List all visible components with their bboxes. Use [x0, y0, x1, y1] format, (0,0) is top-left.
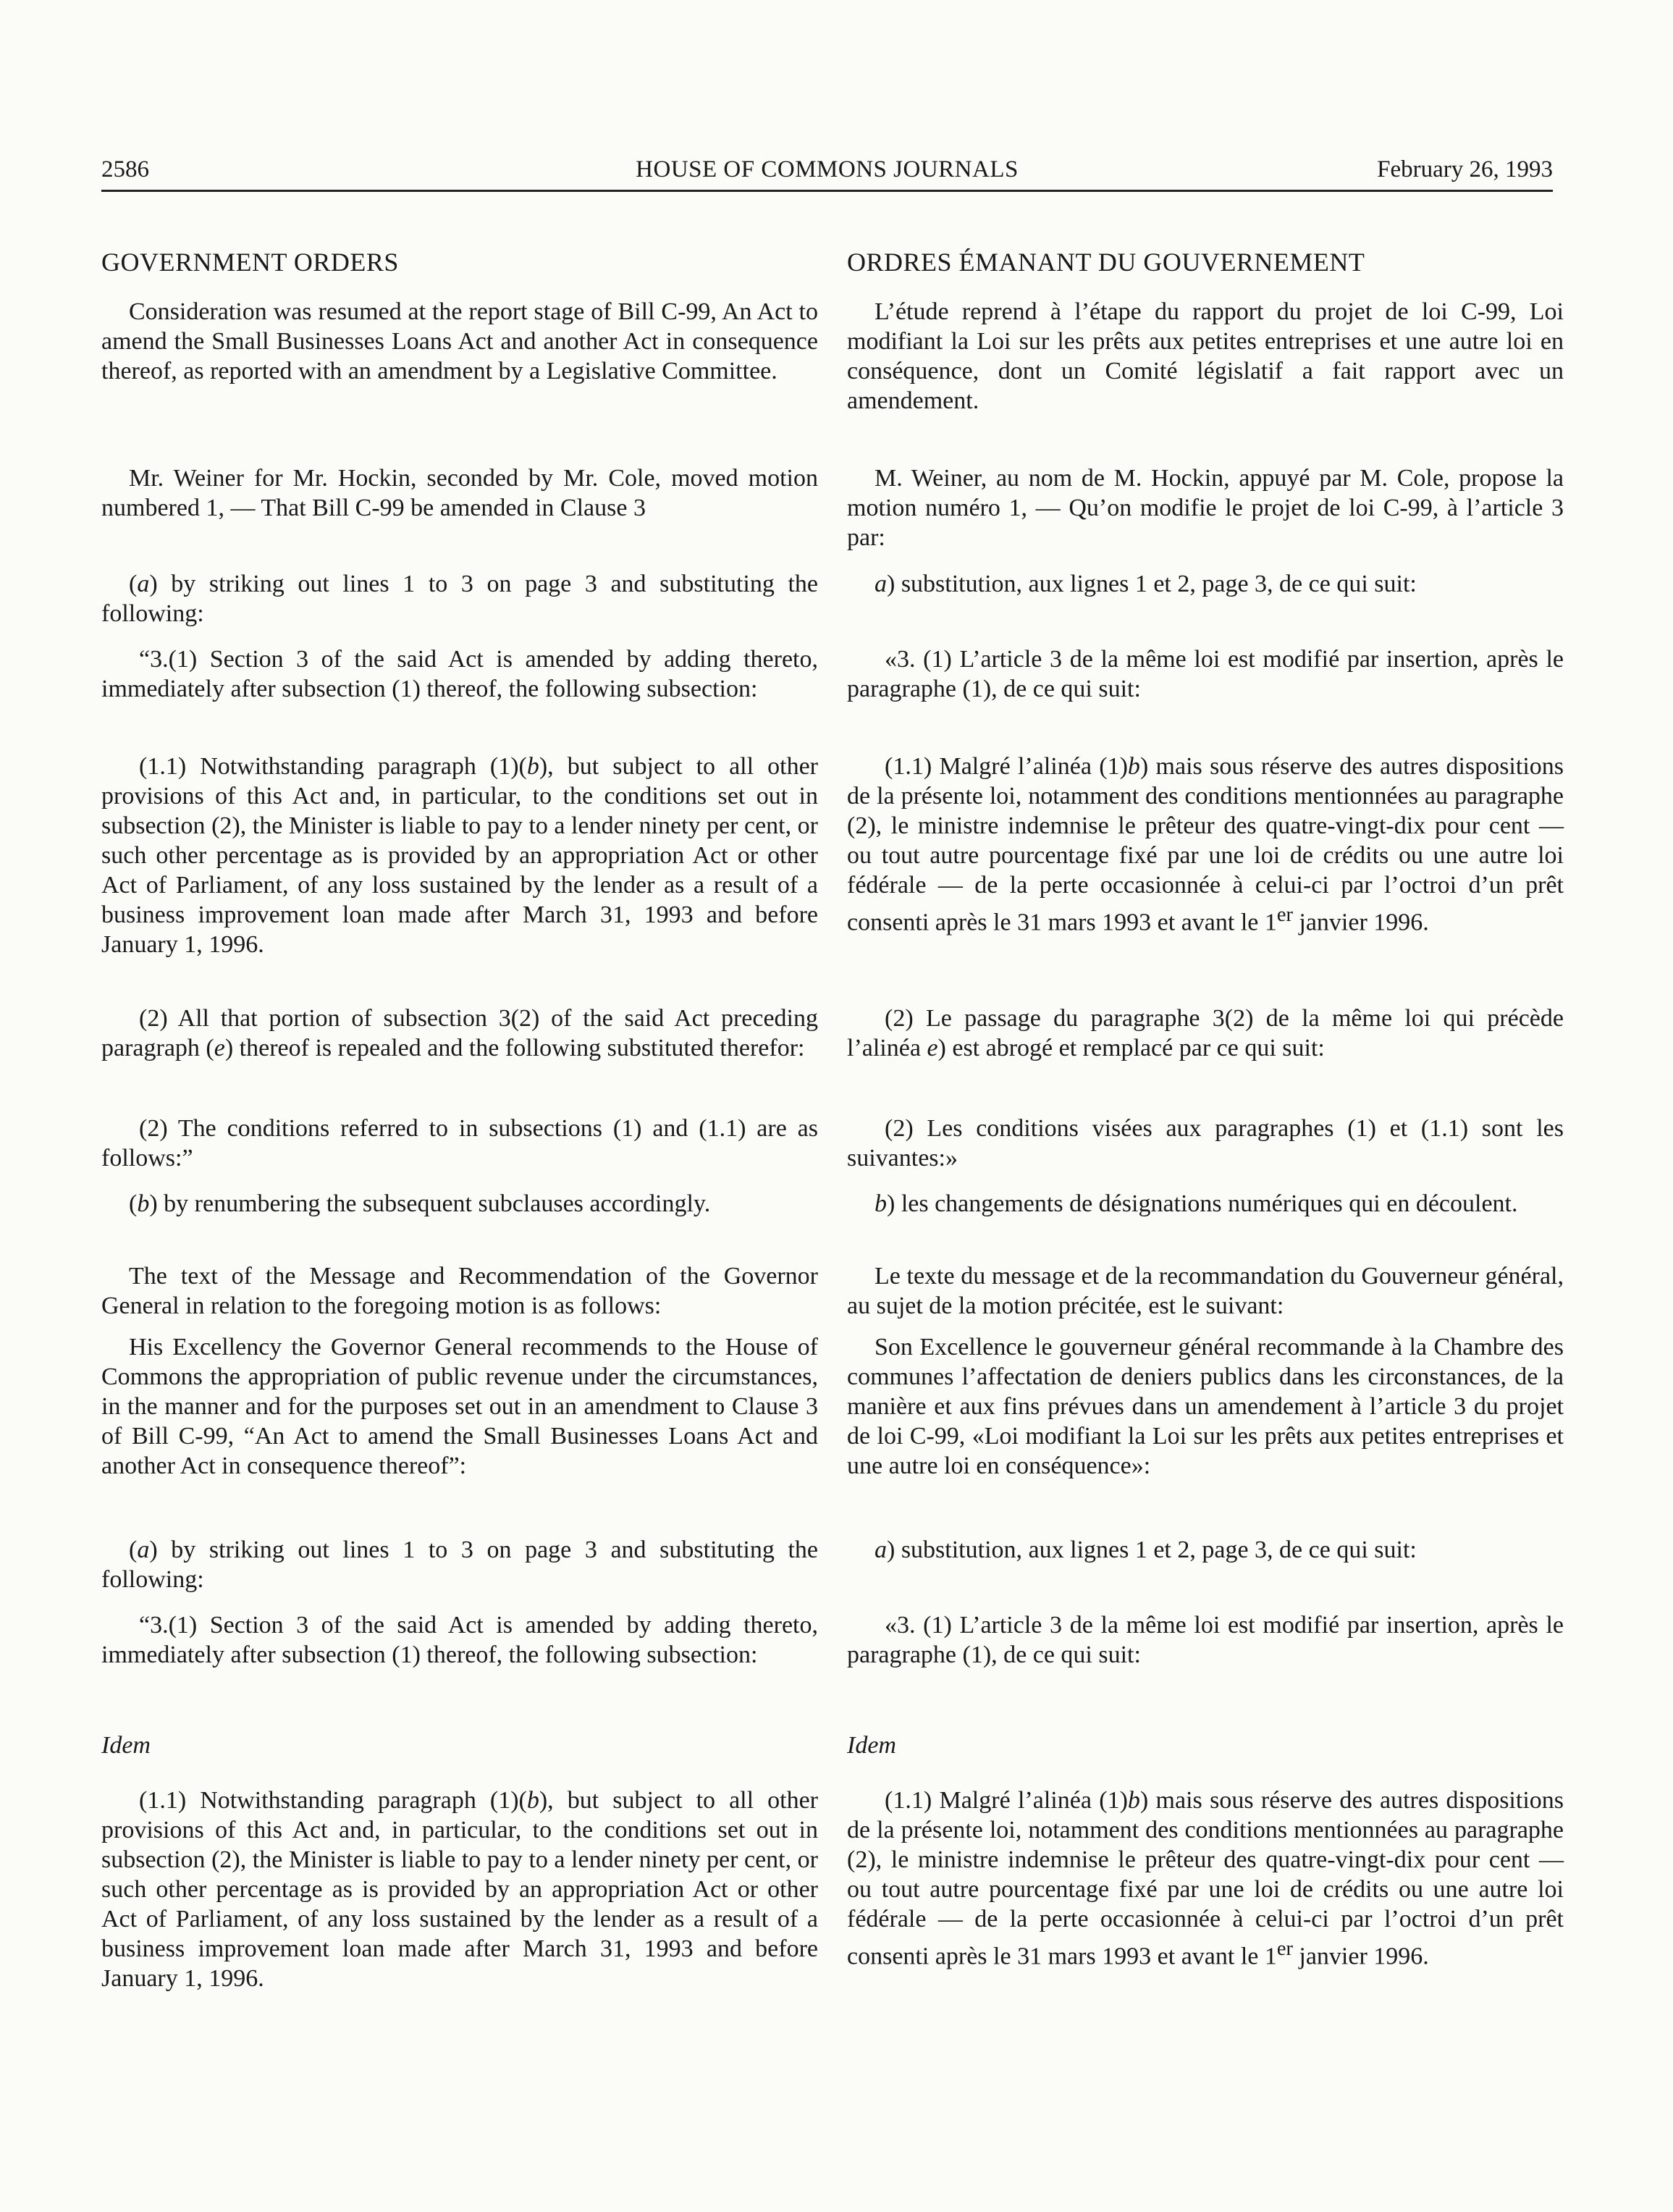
s11b-letter: b [526, 1787, 539, 1814]
s11-end-fr: janvier 1996. [1292, 909, 1429, 936]
motion-paragraph: Mr. Weiner for Mr. Hockin, seconded by Mr. Cole, moved motion numbered 1, — That Bill C-99 be amended in Clause 3 [101, 465, 818, 521]
item-a-open: ( [129, 571, 138, 597]
s11-post: ), but subject to all other provisions of this Act and, in particular, to the conditions set out in subsection (2), the Minister is liable to pay to a lender ninety per cent, or such other percentage as is provided by an appropriation Act or other Act of Parliament, of any loss sustained by the lender as a result of a business improvement loan made after March 31, 1993 and before January 1, 1996. [101, 753, 818, 958]
item-b-text: ) by renumbering the subsequent subclauses accordingly. [149, 1190, 711, 1217]
s11b-letter-fr: b [1127, 1787, 1140, 1814]
s11-pre-fr: (1.1) Malgré l’alinéa (1) [885, 753, 1128, 780]
s11b-post: ), but subject to all other provisions of this Act and, in particular, to the conditions set out in subsection (2), the Minister is liable to pay to a lender ninety per cent, or such other percentage as is provided by an appropriation Act or other Act of Parliament, of any loss sustained by the lender as a result of a business improvement loan made after March 31, 1993 and before January 1, 1996. [101, 1787, 818, 1992]
s2-post: ) thereof is repealed and the following substituted therefor: [224, 1035, 805, 1061]
item-a-letter-fr: a [875, 571, 887, 597]
subsection-1-1-repeat-fr [847, 1786, 1564, 1971]
s11-pre: (1.1) Notwithstanding paragraph (1)( [139, 753, 527, 780]
item-a-text: ) by striking out lines 1 to 3 on page 3 and substituting the following: [101, 571, 818, 627]
s11b-sup-fr: er [1276, 1938, 1293, 1960]
intro-paragraph-fr: L’étude reprend à l’étape du rapport du projet de loi C-99, Loi modifiant la Loi sur les prêts aux petites entreprises et une autre loi en conséquence, dont un Comité législatif a fait rapport avec un amendement. [847, 298, 1564, 414]
subsection-1-1 [101, 752, 818, 959]
amendment-intro-fr: «3. (1) L’article 3 de la même loi est modifié par insertion, après le paragraphe (1), de ce qui suit: [847, 646, 1564, 702]
message-paragraph: The text of the Message and Recommendation of the Governor General in relation to the foregoing motion is as follows: [101, 1263, 818, 1319]
excellency-paragraph: His Excellency the Governor General recommends to the House of Commons the appropriation of public revenue under the circumstances, in the manner and for the purposes set out in an amendment to Clause 3 of Bill C-99, “An Act to amend the Small Businesses Loans Act and another Act in consequence thereof”: [101, 1334, 818, 1479]
idem-heading-fr: Idem [847, 1732, 896, 1759]
item-a2-letter: a [137, 1536, 150, 1563]
s11-letter-fr: b [1127, 753, 1140, 780]
amendment-intro-repeat: “3.(1) Section 3 of the said Act is amended by adding thereto, immediately after subsection (1) thereof, the following subsection: [101, 1612, 818, 1668]
intro-paragraph: Consideration was resumed at the report stage of Bill C-99, An Act to amend the Small Businesses Loans Act and another Act in consequence thereof, as reported with an amendment by a Legislative Committee. [101, 298, 818, 384]
s11-letter: b [526, 753, 539, 780]
subsection-1-1-fr [847, 752, 1564, 937]
s11b-end-fr: janvier 1996. [1292, 1943, 1429, 1970]
s2-letter: e [214, 1035, 225, 1061]
item-b-open: ( [129, 1190, 138, 1217]
item-b [101, 1189, 818, 1219]
subsection-2 [101, 1004, 818, 1063]
s11-mid-fr: ) mais sous réserve des autres dispositions de la présente loi, notamment des conditions mentionnées au paragraphe (2), le ministre indemnise le prêteur des quatre-vingt-dix pour cent — ou tout autre pourcentage fixé par une loi de crédits ou une autre loi fédérale — de la perte occasionnée à celui-ci par l’octroi d’un prêt consenti après le 31 mars 1993 et avant le 1 [847, 753, 1564, 936]
s2-pre-fr: (2) Le passage du paragraphe 3(2) de la même loi qui précède l’alinéa [847, 1005, 1564, 1061]
page-header [101, 154, 1553, 192]
journal-date: February 26, 1993 [1377, 156, 1553, 182]
item-a2-text: ) by striking out lines 1 to 3 on page 3 and substituting the following: [101, 1536, 818, 1593]
item-a [101, 569, 818, 628]
section-heading-fr: ORDRES ÉMANANT DU GOUVERNEMENT [847, 248, 1365, 277]
s2-post-fr: ) est abrogé et remplacé par ce qui suit: [937, 1035, 1325, 1061]
subsection-1-1-repeat [101, 1786, 818, 1993]
s11b-pre: (1.1) Notwithstanding paragraph (1)( [139, 1787, 527, 1814]
amendment-intro-repeat-fr: «3. (1) L’article 3 de la même loi est modifié par insertion, après le paragraphe (1), de ce qui suit: [847, 1612, 1564, 1668]
s2-pre: (2) All that portion of subsection 3(2) of the said Act preceding paragraph ( [101, 1005, 818, 1061]
subsection-2-fr [847, 1004, 1564, 1063]
item-a-letter: a [137, 571, 150, 597]
item-a2-text-fr: ) substitution, aux lignes 1 et 2, page 3, de ce qui suit: [887, 1536, 1417, 1563]
amendment-intro: “3.(1) Section 3 of the said Act is amended by adding thereto, immediately after subsection (1) thereof, the following subsection: [101, 646, 818, 702]
item-b-letter: b [137, 1190, 150, 1217]
item-a-repeat [101, 1535, 818, 1594]
item-a-repeat-fr [847, 1535, 1564, 1565]
s2-letter-fr: e [927, 1035, 938, 1061]
excellency-paragraph-fr: Son Excellence le gouverneur général recommande à la Chambre des communes l’affectation de deniers publics dans les circonstances, de la manière et aux fins prévues dans un amendement à l’article 3 du projet de loi C-99, «Loi modifiant la Loi sur les prêts aux petites entreprises et une autre loi en conséquence»: [847, 1334, 1564, 1479]
journal-title: HOUSE OF COMMONS JOURNALS [636, 156, 1019, 182]
item-a2-open: ( [129, 1536, 138, 1563]
item-b-text-fr: ) les changements de désignations numériques qui en découlent. [887, 1190, 1518, 1217]
item-a-text-fr: ) substitution, aux lignes 1 et 2, page 3, de ce qui suit: [887, 571, 1417, 597]
s11b-mid-fr: ) mais sous réserve des autres dispositions de la présente loi, notamment des conditions mentionnées au paragraphe (2), le ministre indemnise le prêteur des quatre-vingt-dix pour cent — ou tout autre pourcentage fixé par une loi de crédits ou une autre loi fédérale — de la perte occasionnée à celui-ci par l’octroi d’un prêt consenti après le 31 mars 1993 et avant le 1 [847, 1787, 1564, 1970]
conditions-paragraph: (2) The conditions referred to in subsections (1) and (1.1) are as follows:” [101, 1115, 818, 1172]
conditions-paragraph-fr: (2) Les conditions visées aux paragraphes (1) et (1.1) sont les suivantes:» [847, 1115, 1564, 1172]
item-a-fr [847, 569, 1564, 599]
motion-paragraph-fr: M. Weiner, au nom de M. Hockin, appuyé par M. Cole, propose la motion numéro 1, — Qu’on modifie le projet de loi C-99, à l’article 3 par: [847, 465, 1564, 551]
idem-heading: Idem [101, 1732, 151, 1759]
section-heading: GOVERNMENT ORDERS [101, 248, 399, 277]
s11b-pre-fr: (1.1) Malgré l’alinéa (1) [885, 1787, 1128, 1814]
message-paragraph-fr: Le texte du message et de la recommandation du Gouverneur général, au sujet de la motion précitée, est le suivant: [847, 1263, 1564, 1319]
item-b-letter-fr: b [875, 1190, 887, 1217]
s11-sup-fr: er [1276, 904, 1293, 926]
page-number: 2586 [101, 156, 149, 182]
item-b-fr [847, 1189, 1564, 1219]
item-a2-letter-fr: a [875, 1536, 887, 1563]
